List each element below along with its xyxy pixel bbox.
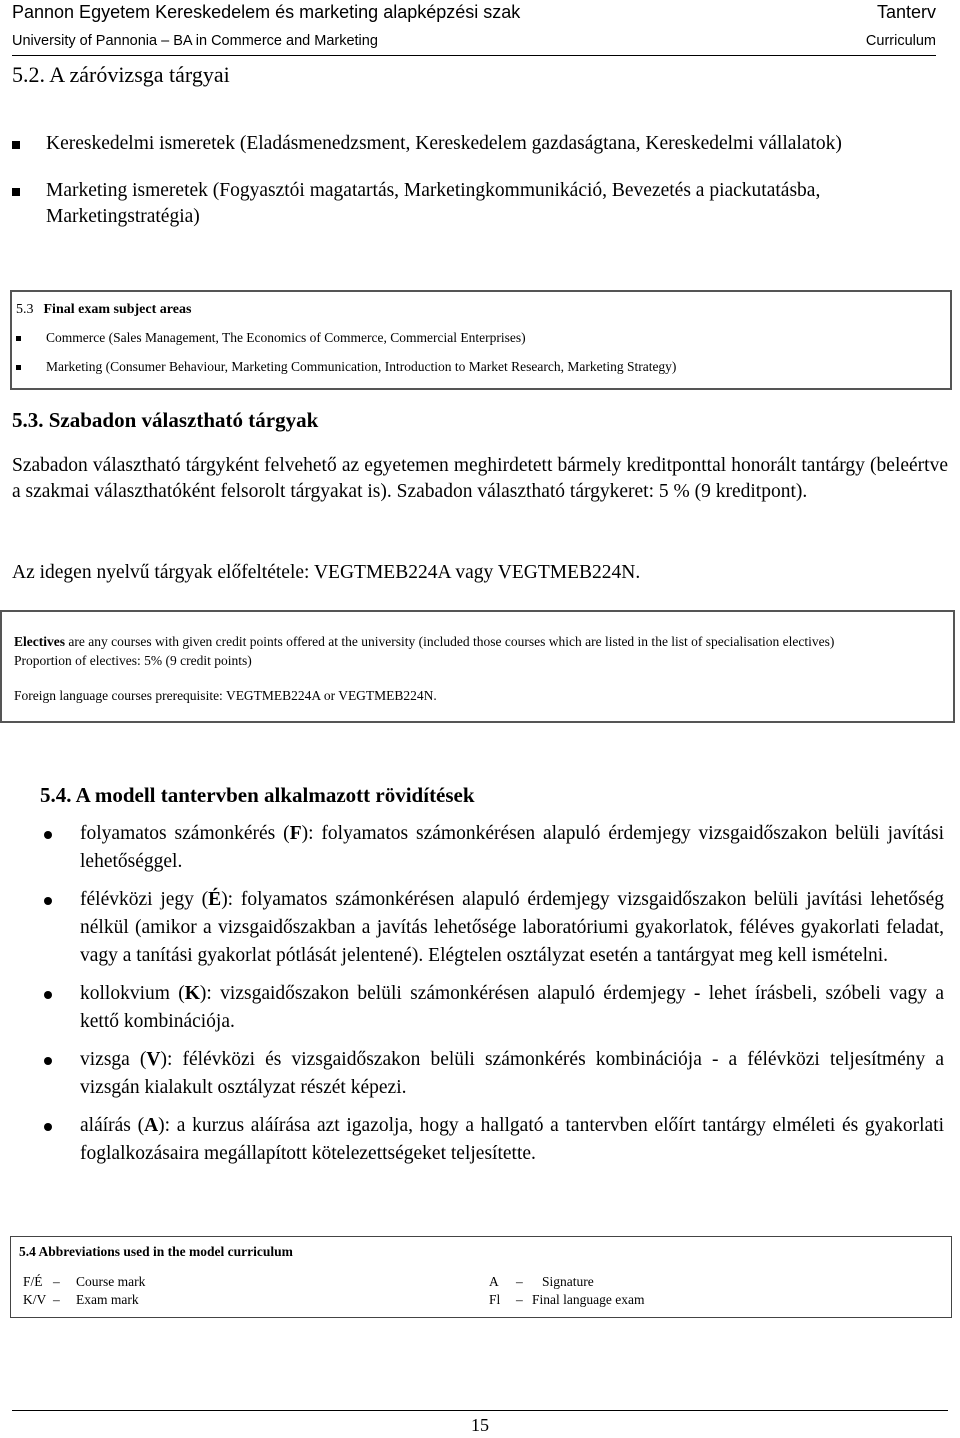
section-52-heading: 5.2. A záróvizsga tárgyai [12,62,230,87]
square-bullet-icon [12,141,20,149]
final-exam-box-title: 5.3 Final exam subject areas [16,302,192,317]
footer-divider [12,1410,948,1411]
abbr-dash: – [53,1292,60,1307]
header-row-hungarian [12,2,936,28]
abbr-dash: – [516,1292,523,1307]
list-item: Kereskedelmi ismeretek (Eladásmenedzsment, Kereskedelem gazdaságtana, Kereskedelmi vállalatok) [12,131,947,157]
final-exam-box [10,290,952,390]
square-bullet-icon [16,336,21,341]
abbr-dash: – [53,1274,60,1289]
round-bullet-icon [44,831,52,839]
abbr-text: Course mark [76,1274,146,1289]
section-52-list [12,131,947,251]
abbreviations-list [40,820,944,1178]
header-title-en: University of Pannonia – BA in Commerce and Marketing [12,33,378,49]
abbr-text: Final language exam [532,1292,645,1307]
list-item: félévközi jegy (É): folyamatos számonkérésen alapuló érdemjegy vizsgaidőszakon belüli javítási lehetőség nélkül (amikor a vizsgaidőszakban a javítás lehetősége laboratóriumi gyakorlatok, féléves gyakorlati feladat, vagy a tanítási gyakorlat pótlását jelentené). Elégtelen osztályzat esetén a tantárgyat meg kell ismételni. [40,886,944,970]
section-54-heading: 5.4. A modell tantervben alkalmazott rövidítések [40,783,475,807]
section-53-heading: 5.3. Szabadon választható tárgyak [12,408,319,432]
header-row-english [12,33,936,53]
electives-box [0,610,955,723]
round-bullet-icon [44,1057,52,1065]
abbr-code: Fl [489,1292,501,1307]
electives-line-1: Electives are any courses with given credit points offered at the university (included those courses which are listed in the list of specialisation electives) [14,634,835,649]
final-exam-item: Marketing (Consumer Behaviour, Marketing Communication, Introduction to Market Research, Marketing Strategy) [46,359,677,374]
section-53-paragraph: Szabadon választható tárgyként felvehető az egyetemen meghirdetett bármely kreditponttal honorált tantárgy (beleértve a szakmai választhatóként felsorolt tárgyakat is). Szabadon választható tárgykeret: 5 % (9 kreditpont). [12,455,948,502]
abbr-code: A [489,1274,499,1289]
header-right-en: Curriculum [865,33,936,49]
square-bullet-icon [12,188,20,196]
round-bullet-icon [44,897,52,905]
square-bullet-icon [16,365,21,370]
header-right-hu: Tanterv [876,2,936,22]
list-item: vizsga (V): félévközi és vizsgaidőszakon belüli számonkérés kombinációja - a félévközi teljesítmény a vizsgán kialakult osztályzat részét képezi. [40,1046,944,1102]
list-item: Marketing ismeretek (Fogyasztói magatartás, Marketingkommunikáció, Bevezetés a piackutatásba, Marketingstratégia) [12,178,947,230]
abbr-text: Exam mark [76,1292,139,1307]
list-item: aláírás (A): a kurzus aláírása azt igazolja, hogy a hallgató a tantervben előírt tantárgy elméleti és gyakorlati foglalkozásaira megállapított kötelezettségeket teljesítette. [40,1112,944,1168]
round-bullet-icon [44,991,52,999]
electives-line-3: Foreign language courses prerequisite: VEGTMEB224A or VEGTMEB224N. [14,688,437,703]
section-53-prereq: Az idegen nyelvű tárgyak előfeltétele: VEGTMEB224A vagy VEGTMEB224N. [12,562,641,583]
abbr-code: K/V [23,1292,47,1307]
abbreviations-box-title: 5.4 Abbreviations used in the model curriculum [19,1244,293,1259]
list-item: kollokvium (K): vizsgaidőszakon belüli számonkérésen alapuló érdemjegy - lehet írásbeli, szóbeli vagy a kettő kombinációja. [40,980,944,1036]
abbr-dash: – [516,1274,523,1289]
page-number: 15 [471,1415,489,1435]
abbr-code: F/É [23,1274,43,1289]
abbreviations-box [10,1236,952,1318]
abbr-text: Signature [542,1274,594,1289]
electives-line-2: Proportion of electives: 5% (9 credit points) [14,653,252,668]
header-divider [12,55,936,56]
final-exam-item: Commerce (Sales Management, The Economics of Commerce, Commercial Enterprises) [46,330,526,345]
header-title-hu: Pannon Egyetem Kereskedelem és marketing alapképzési szak [12,2,521,22]
round-bullet-icon [44,1123,52,1131]
list-item: folyamatos számonkérés (F): folyamatos számonkérésen alapuló érdemjegy vizsgaidőszakon belüli javítási lehetőséggel. [40,820,944,876]
